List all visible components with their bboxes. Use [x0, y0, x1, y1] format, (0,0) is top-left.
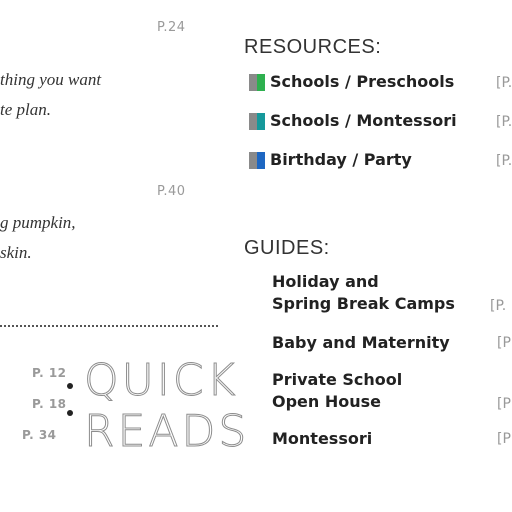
feature-1-page-number: P.24	[157, 20, 186, 35]
guide-page-ref: [P	[497, 396, 511, 412]
bullet-dot	[67, 410, 73, 416]
guide-page-ref: [P	[497, 431, 511, 447]
feature-2-text-line-2: skin.	[0, 243, 32, 262]
guide-page-ref: [P	[497, 335, 511, 351]
resource-link-schools-preschools[interactable]: Schools / Preschools	[270, 72, 455, 91]
quick-reads-title-line-2: READS	[84, 406, 250, 457]
guide-link-holiday-camps-line-1[interactable]: Holiday and	[272, 272, 379, 291]
quick-read-page-1: P. 12	[32, 366, 67, 380]
guide-link-private-school-line-2[interactable]: Open House	[272, 392, 382, 411]
guide-page-ref: [P.	[490, 298, 507, 314]
guide-link-holiday-camps-line-2[interactable]: Spring Break Camps	[272, 294, 455, 313]
guide-link-private-school-line-1[interactable]: Private School	[272, 370, 403, 389]
resource-page-ref: [P.	[496, 153, 512, 169]
dotted-divider	[0, 325, 218, 327]
quick-read-page-3: P. 34	[22, 428, 57, 442]
quick-reads-title-line-1: QUICK	[84, 355, 239, 406]
guide-link-baby-maternity[interactable]: Baby and Maternity	[272, 333, 450, 352]
color-tab-green	[249, 74, 265, 91]
feature-2-page-number: P.40	[157, 184, 186, 199]
resource-page-ref: [P.	[496, 75, 512, 91]
guides-heading: GUIDES:	[244, 237, 330, 259]
quick-read-page-2: P. 18	[32, 397, 67, 411]
resource-page-ref: [P.	[496, 114, 512, 130]
guide-link-montessori[interactable]: Montessori	[272, 429, 373, 448]
feature-1-text-line-2: te plan.	[0, 100, 51, 119]
feature-2-text-line-1: g pumpkin,	[0, 213, 76, 232]
resource-link-birthday-party[interactable]: Birthday / Party	[270, 150, 412, 169]
bullet-dot	[67, 383, 73, 389]
color-tab-teal	[249, 113, 265, 130]
color-tab-blue	[249, 152, 265, 169]
resources-heading: RESOURCES:	[244, 36, 382, 58]
feature-1-text-line-1: thing you want	[0, 70, 102, 89]
resource-link-schools-montessori[interactable]: Schools / Montessori	[270, 111, 457, 130]
